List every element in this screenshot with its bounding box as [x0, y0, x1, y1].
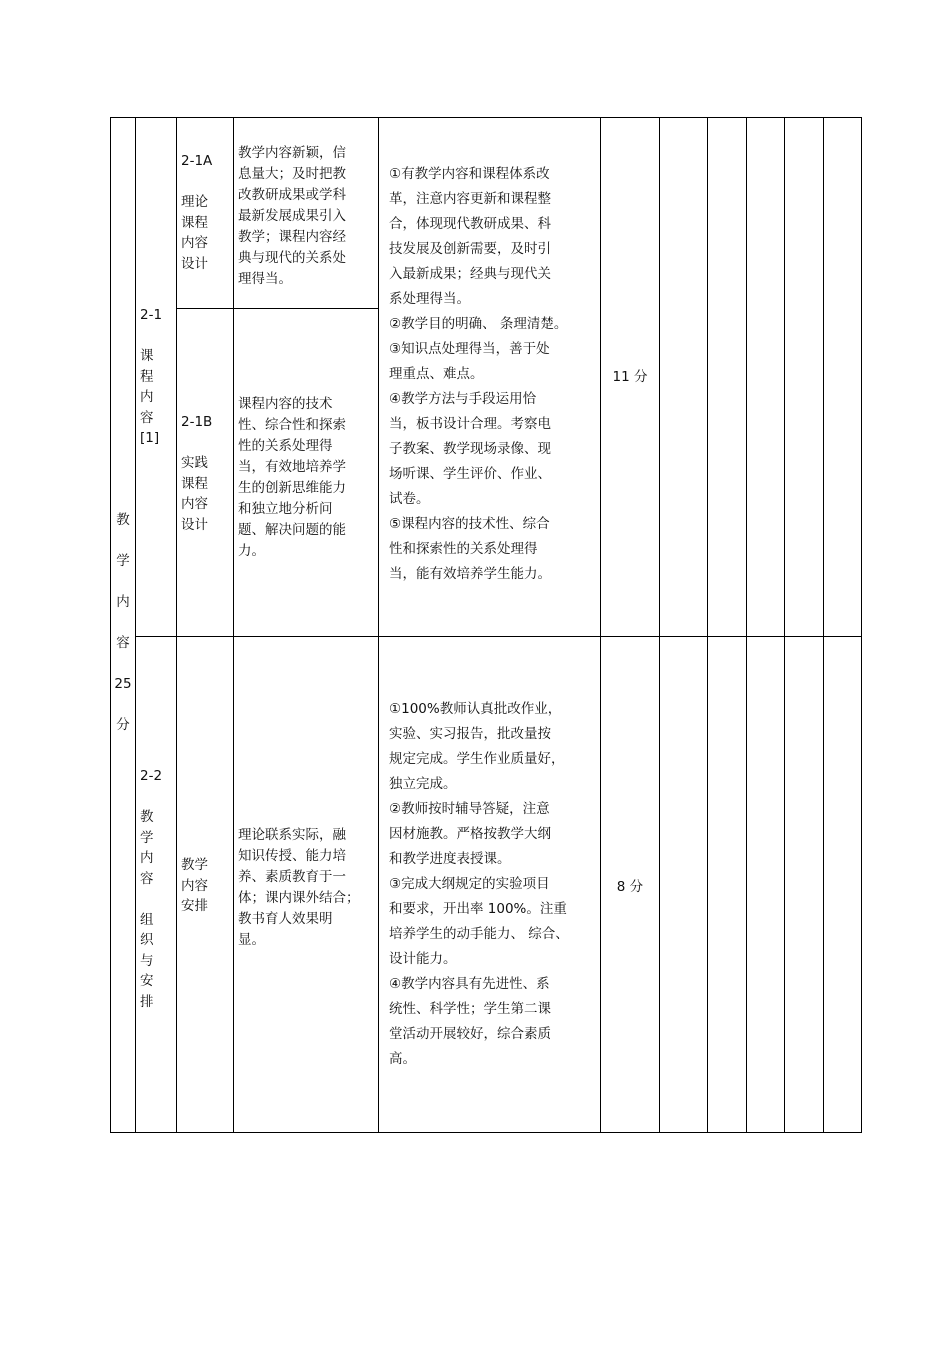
table-grid-line: [135, 117, 136, 1133]
table-grid-line: [746, 117, 747, 1133]
category-label: 教 学 内 容 25 分: [114, 512, 132, 733]
table-grid-line: [823, 117, 824, 1133]
subitem-label: 2-1B 实践 课程 内容 设计: [181, 414, 213, 533]
table-grid-line: [176, 117, 177, 1133]
item-label: 2-2 教 学 内 容 组 织 与 安 排: [140, 768, 163, 1010]
subitem-description: 理论联系实际，融 知识传授、能力培 养、素质教育于一 体；课内课外结合； 教书育人效果明 显。: [238, 827, 360, 948]
table-grid-line: [176, 308, 378, 309]
evaluation-criteria: ①100%教师认真批改作业， 实验、实习报告，批改量按 规定完成。学生作业质量好， 独立完成。 ②教师按时辅导答疑，注意 因材施教。严格按教学大纲 和教学进度表授课。 ③完成大纲规定的实验项目 和要求，开出率 100%。注重 培养学生的动手能力、 综合、 设计能力。 ④教学内容具有先进性、系 统性、科学性；学生第二课 堂活动开展较好，综合素质 高。: [389, 701, 569, 1067]
table-grid-line: [135, 636, 862, 637]
subitem-label: 2-1A 理论 课程 内容 设计: [181, 153, 213, 272]
table-grid-line: [784, 117, 785, 1133]
table-grid-line: [659, 117, 660, 1133]
subitem-label: 教学 内容 安排: [181, 857, 208, 914]
table-grid-line: [233, 117, 234, 1133]
table-grid-line: [378, 117, 379, 1133]
subitem-description: 课程内容的技术 性、综合性和探索 性的关系处理得 当，有效地培养学 生的创新思维能力 和独立地分析问 题、解决问题的能 力。: [238, 396, 346, 559]
score-value: 11 分: [612, 369, 648, 385]
subitem-description: 教学内容新颖，信 息量大；及时把教 改教研成果或学科 最新发展成果引入 教学；课程内容经 典与现代的关系处 理得当。: [238, 145, 346, 287]
evaluation-criteria: ①有教学内容和课程体系改 革，注意内容更新和课程整 合，体现现代教研成果、科 技发展及创新需要，及时引 入最新成果；经典与现代关 系处理得当。 ②教学目的明确、 条理清楚。 ③知识点处理得当，善于处 理重点、难点。 ④教学方法与手段运用恰 当，板书设计合理。考察电 子教案、教学现场录像、现 场听课、学生评价、作业、 试卷。 ⑤课程内容的技术性、综合 性和探索性的关系处理得 当，能有效培养学生能力。: [389, 166, 568, 582]
table-grid-line: [707, 117, 708, 1133]
score-value: 8 分: [616, 879, 644, 895]
item-label: 2-1 课 程 内 容 [1]: [140, 307, 163, 446]
table-grid-line: [600, 117, 601, 1133]
